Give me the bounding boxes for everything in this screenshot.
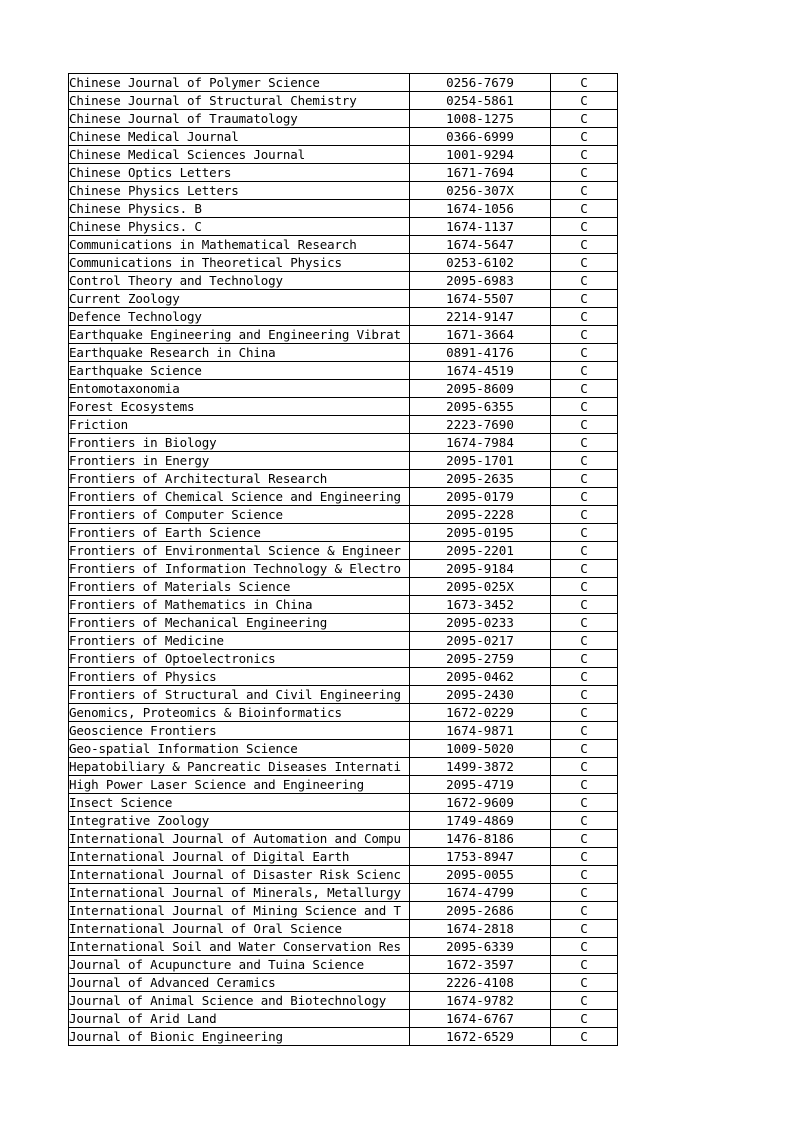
table-row [69,1028,618,1046]
issn-cell: 1674-4519 [410,362,551,380]
issn-cell: 1671-3664 [410,326,551,344]
table-row [69,146,618,164]
issn-cell: 2095-6339 [410,938,551,956]
level-cell: C [551,524,618,542]
table-row [69,128,618,146]
table-row [69,362,618,380]
issn-cell: 0254-5861 [410,92,551,110]
journal-title-cell: Chinese Optics Letters [69,164,410,182]
issn-cell: 2223-7690 [410,416,551,434]
table-row [69,794,618,812]
level-cell: C [551,1010,618,1028]
table-row [69,164,618,182]
issn-cell: 1674-5647 [410,236,551,254]
level-cell: C [551,848,618,866]
journal-title-cell: Chinese Medical Journal [69,128,410,146]
issn-cell: 2095-4719 [410,776,551,794]
level-cell: C [551,92,618,110]
journal-title-cell: Defence Technology [69,308,410,326]
level-cell: C [551,110,618,128]
journal-title-cell: International Journal of Automation and Compu [69,830,410,848]
issn-cell: 2095-2430 [410,686,551,704]
journal-title-cell: Control Theory and Technology [69,272,410,290]
level-cell: C [551,650,618,668]
journal-title-cell: Frontiers of Structural and Civil Engineering [69,686,410,704]
issn-cell: 2095-0179 [410,488,551,506]
issn-cell: 2095-6355 [410,398,551,416]
journal-title-cell: Communications in Mathematical Research [69,236,410,254]
issn-cell: 1001-9294 [410,146,551,164]
table-row [69,182,618,200]
issn-cell: 0256-307X [410,182,551,200]
table-row [69,326,618,344]
table-row [69,560,618,578]
journal-title-cell: Chinese Journal of Polymer Science [69,74,410,92]
level-cell: C [551,398,618,416]
level-cell: C [551,326,618,344]
issn-cell: 1674-6767 [410,1010,551,1028]
table-row [69,92,618,110]
issn-cell: 1008-1275 [410,110,551,128]
issn-cell: 1753-8947 [410,848,551,866]
level-cell: C [551,884,618,902]
issn-cell: 0253-6102 [410,254,551,272]
level-cell: C [551,722,618,740]
level-cell: C [551,560,618,578]
journal-title-cell: Frontiers of Earth Science [69,524,410,542]
table-row [69,812,618,830]
journal-title-cell: Frontiers of Information Technology & Electro [69,560,410,578]
level-cell: C [551,542,618,560]
journal-title-cell: Geoscience Frontiers [69,722,410,740]
journal-title-cell: Communications in Theoretical Physics [69,254,410,272]
table-row [69,848,618,866]
journal-title-cell: International Soil and Water Conservation Res [69,938,410,956]
level-cell: C [551,308,618,326]
journal-table-body [69,74,618,1046]
issn-cell: 1672-3597 [410,956,551,974]
table-row [69,416,618,434]
issn-cell: 0891-4176 [410,344,551,362]
journal-title-cell: Earthquake Engineering and Engineering Vibrat [69,326,410,344]
table-row [69,398,618,416]
table-row [69,308,618,326]
level-cell: C [551,236,618,254]
level-cell: C [551,596,618,614]
level-cell: C [551,686,618,704]
level-cell: C [551,74,618,92]
journal-title-cell: Frontiers of Optoelectronics [69,650,410,668]
issn-cell: 1009-5020 [410,740,551,758]
level-cell: C [551,812,618,830]
level-cell: C [551,776,618,794]
table-row [69,920,618,938]
level-cell: C [551,992,618,1010]
level-cell: C [551,632,618,650]
table-row [69,704,618,722]
table-row [69,668,618,686]
issn-cell: 2095-2201 [410,542,551,560]
table-row [69,542,618,560]
table-row [69,200,618,218]
issn-cell: 2095-025X [410,578,551,596]
level-cell: C [551,290,618,308]
journal-title-cell: Earthquake Science [69,362,410,380]
table-row [69,272,618,290]
issn-cell: 2095-2228 [410,506,551,524]
journal-title-cell: Hepatobiliary & Pancreatic Diseases Internati [69,758,410,776]
table-row [69,992,618,1010]
issn-cell: 1672-6529 [410,1028,551,1046]
issn-cell: 1749-4869 [410,812,551,830]
journal-title-cell: Chinese Physics Letters [69,182,410,200]
table-row [69,1010,618,1028]
level-cell: C [551,488,618,506]
issn-cell: 1674-1056 [410,200,551,218]
level-cell: C [551,380,618,398]
issn-cell: 1674-2818 [410,920,551,938]
level-cell: C [551,164,618,182]
level-cell: C [551,956,618,974]
level-cell: C [551,218,618,236]
issn-cell: 2095-2759 [410,650,551,668]
table-row [69,740,618,758]
journal-table [68,73,618,1046]
level-cell: C [551,506,618,524]
level-cell: C [551,614,618,632]
table-row [69,110,618,128]
table-row [69,254,618,272]
journal-title-cell: Frontiers of Chemical Science and Engineering [69,488,410,506]
journal-title-cell: Chinese Medical Sciences Journal [69,146,410,164]
level-cell: C [551,416,618,434]
level-cell: C [551,794,618,812]
journal-title-cell: Geo-spatial Information Science [69,740,410,758]
issn-cell: 1671-7694 [410,164,551,182]
level-cell: C [551,146,618,164]
journal-title-cell: Forest Ecosystems [69,398,410,416]
table-row [69,578,618,596]
journal-title-cell: Journal of Advanced Ceramics [69,974,410,992]
journal-title-cell: Journal of Animal Science and Biotechnology [69,992,410,1010]
table-row [69,236,618,254]
journal-title-cell: International Journal of Digital Earth [69,848,410,866]
level-cell: C [551,344,618,362]
issn-cell: 1674-1137 [410,218,551,236]
level-cell: C [551,974,618,992]
table-row [69,902,618,920]
journal-title-cell: International Journal of Mining Science and T [69,902,410,920]
table-row [69,344,618,362]
issn-cell: 2095-2635 [410,470,551,488]
level-cell: C [551,182,618,200]
journal-title-cell: Frontiers of Architectural Research [69,470,410,488]
level-cell: C [551,254,618,272]
table-row [69,488,618,506]
level-cell: C [551,128,618,146]
journal-title-cell: Frontiers of Materials Science [69,578,410,596]
level-cell: C [551,272,618,290]
issn-cell: 2095-0462 [410,668,551,686]
journal-title-cell: Frontiers of Mechanical Engineering [69,614,410,632]
journal-title-cell: Journal of Arid Land [69,1010,410,1028]
issn-cell: 1476-8186 [410,830,551,848]
journal-title-cell: Frontiers of Mathematics in China [69,596,410,614]
table-row [69,974,618,992]
issn-cell: 0366-6999 [410,128,551,146]
level-cell: C [551,902,618,920]
issn-cell: 1674-9871 [410,722,551,740]
level-cell: C [551,938,618,956]
level-cell: C [551,362,618,380]
table-row [69,524,618,542]
level-cell: C [551,758,618,776]
table-row [69,722,618,740]
journal-title-cell: Chinese Physics. C [69,218,410,236]
journal-title-cell: Frontiers of Medicine [69,632,410,650]
table-row [69,758,618,776]
table-row [69,956,618,974]
journal-title-cell: Earthquake Research in China [69,344,410,362]
table-row [69,830,618,848]
level-cell: C [551,704,618,722]
table-row [69,218,618,236]
issn-cell: 2214-9147 [410,308,551,326]
table-row [69,380,618,398]
table-row [69,650,618,668]
table-row [69,938,618,956]
journal-title-cell: Entomotaxonomia [69,380,410,398]
table-row [69,686,618,704]
level-cell: C [551,920,618,938]
issn-cell: 2095-9184 [410,560,551,578]
level-cell: C [551,1028,618,1046]
table-row [69,74,618,92]
journal-title-cell: Genomics, Proteomics & Bioinformatics [69,704,410,722]
issn-cell: 2095-0217 [410,632,551,650]
level-cell: C [551,452,618,470]
journal-title-cell: Frontiers in Energy [69,452,410,470]
journal-title-cell: Chinese Physics. B [69,200,410,218]
journal-title-cell: Frontiers of Physics [69,668,410,686]
issn-cell: 1672-9609 [410,794,551,812]
journal-title-cell: Insect Science [69,794,410,812]
issn-cell: 1499-3872 [410,758,551,776]
table-row [69,434,618,452]
issn-cell: 2095-6983 [410,272,551,290]
table-row [69,290,618,308]
issn-cell: 1673-3452 [410,596,551,614]
table-row [69,632,618,650]
table-row [69,866,618,884]
journal-title-cell: Journal of Bionic Engineering [69,1028,410,1046]
table-row [69,506,618,524]
table-row [69,884,618,902]
journal-title-cell: Friction [69,416,410,434]
level-cell: C [551,434,618,452]
journal-title-cell: High Power Laser Science and Engineering [69,776,410,794]
journal-title-cell: Frontiers in Biology [69,434,410,452]
issn-cell: 0256-7679 [410,74,551,92]
level-cell: C [551,668,618,686]
issn-cell: 2226-4108 [410,974,551,992]
level-cell: C [551,866,618,884]
issn-cell: 2095-0195 [410,524,551,542]
level-cell: C [551,470,618,488]
table-row [69,596,618,614]
level-cell: C [551,200,618,218]
journal-title-cell: Chinese Journal of Traumatology [69,110,410,128]
issn-cell: 1674-9782 [410,992,551,1010]
table-row [69,614,618,632]
level-cell: C [551,830,618,848]
level-cell: C [551,578,618,596]
journal-title-cell: Journal of Acupuncture and Tuina Science [69,956,410,974]
issn-cell: 1672-0229 [410,704,551,722]
table-row [69,776,618,794]
issn-cell: 2095-0055 [410,866,551,884]
journal-title-cell: International Journal of Disaster Risk Scienc [69,866,410,884]
journal-title-cell: International Journal of Minerals, Metallurgy [69,884,410,902]
issn-cell: 1674-5507 [410,290,551,308]
journal-title-cell: International Journal of Oral Science [69,920,410,938]
table-row [69,470,618,488]
issn-cell: 1674-4799 [410,884,551,902]
journal-title-cell: Frontiers of Computer Science [69,506,410,524]
journal-title-cell: Chinese Journal of Structural Chemistry [69,92,410,110]
issn-cell: 2095-0233 [410,614,551,632]
level-cell: C [551,740,618,758]
issn-cell: 2095-8609 [410,380,551,398]
journal-title-cell: Integrative Zoology [69,812,410,830]
table-row [69,452,618,470]
issn-cell: 1674-7984 [410,434,551,452]
journal-title-cell: Current Zoology [69,290,410,308]
issn-cell: 2095-1701 [410,452,551,470]
journal-title-cell: Frontiers of Environmental Science & Engineer [69,542,410,560]
issn-cell: 2095-2686 [410,902,551,920]
